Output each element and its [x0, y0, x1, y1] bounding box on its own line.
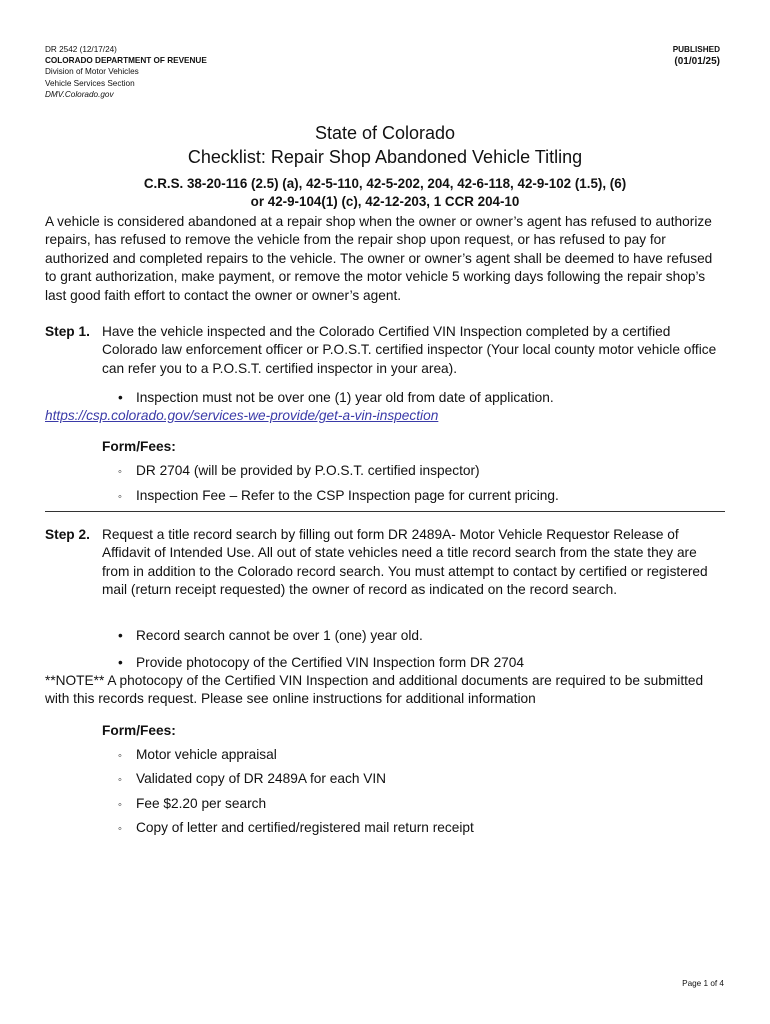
circle-bullet-icon: ◦ [118, 466, 122, 478]
statutes-line2: or 42-9-104(1) (c), 42-12-203, 1 CCR 204-10 [250, 194, 520, 209]
step-2-form-fee-item: ◦ Validated copy of DR 2489A for each VIN [118, 770, 386, 789]
bullet-icon: • [118, 390, 123, 405]
step-2-label: Step 2. [45, 527, 90, 542]
statutes-line1: C.R.S. 38-20-116 (2.5) (a), 42-5-110, 42-5-202, 204, 42-6-118, 42-9-102 (1.5), (6) [143, 176, 627, 191]
step-2-text: Request a title record search by filling out form DR 2489A- Motor Vehicle Requestor Release of Affidavit of Intended Use. All out of state vehicles need a title record search from the state they are from in addition to the Colorado record search. You must attempt to contact by certified or registered mail (return receipt requested) the owner of record as indicated on the record search. [102, 527, 708, 598]
bullet-icon: • [118, 628, 123, 643]
circle-bullet-icon: ◦ [118, 823, 122, 835]
form-id: DR 2542 (12/17/24) [45, 45, 117, 54]
header-agency-block [45, 44, 207, 100]
step-2-form-fee-item: ◦ Copy of letter and certified/registered mail return receipt [118, 819, 474, 838]
intro-paragraph: A vehicle is considered abandoned at a repair shop when the owner or owner’s agent has refused to authorize repairs, has refused to remove the vehicle from the repair shop upon request, or has refused to pay for authorized and completed repairs to the vehicle. The owner or owner’s agent shall be deemed to have refused to grant authorization, make payment, or remove the motor vehicle 5 working days following the repair shop’s last good faith effort to contact the owner or owner’s agent. [45, 214, 713, 303]
step-2-bullet: • Record search cannot be over 1 (one) year old. [118, 628, 423, 643]
published-block [673, 44, 720, 69]
published-label: PUBLISHED [672, 45, 720, 54]
published-date: (01/01/25) [674, 56, 720, 67]
step-2-form-fee-item: ◦ Fee $2.20 per search [118, 795, 266, 814]
step-1-bullet: • Inspection must not be over one (1) year old from date of application. [118, 390, 554, 405]
csp-vin-inspection-link[interactable]: https://csp.colorado.gov/services-we-provide/get-a-vin-inspection [45, 408, 439, 423]
circle-bullet-icon: ◦ [118, 774, 122, 786]
website: DMV.Colorado.gov [45, 89, 114, 99]
circle-bullet-icon: ◦ [118, 750, 122, 762]
page-number: Page 1 of 4 [682, 979, 724, 988]
department-name: COLORADO DEPARTMENT OF REVENUE [45, 56, 207, 66]
step-2-form-fee-item: ◦ Motor vehicle appraisal [118, 746, 277, 765]
page-title-line2: Checklist: Repair Shop Abandoned Vehicle Titling [187, 147, 583, 167]
step-1-form-fee-item: ◦ DR 2704 (will be provided by P.O.S.T. certified inspector) [118, 462, 480, 481]
step-1-form-fees-label: Form/Fees: [102, 439, 176, 454]
circle-bullet-icon: ◦ [118, 799, 122, 811]
step-1 [45, 323, 725, 378]
step-2-bullet: • Provide photocopy of the Certified VIN Inspection form DR 2704 [118, 655, 525, 670]
step-2-form-fees-label: Form/Fees: [102, 723, 176, 738]
division-name: Division of Motor Vehicles [45, 67, 139, 77]
page-title-line1: State of Colorado [314, 123, 456, 143]
bullet-icon: • [118, 655, 123, 670]
section-name: Vehicle Services Section [45, 78, 135, 88]
step-2-note: **NOTE** A photocopy of the Certified VIN Inspection and additional documents are required to be submitted with this records request. Please see online instructions for additional information [45, 673, 704, 707]
step-1-text: Have the vehicle inspected and the Colorado Certified VIN Inspection completed by a certified Colorado law enforcement officer or P.O.S.T. certified inspector (Your local county motor vehicle office can refer you to a P.O.S.T. certified inspector in your area). [102, 324, 717, 376]
step-2 [45, 526, 725, 600]
circle-bullet-icon: ◦ [118, 491, 122, 503]
step-1-label: Step 1. [45, 324, 90, 339]
step-1-form-fee-item: ◦ Inspection Fee – Refer to the CSP Inspection page for current pricing. [118, 487, 559, 506]
section-divider [45, 511, 725, 512]
